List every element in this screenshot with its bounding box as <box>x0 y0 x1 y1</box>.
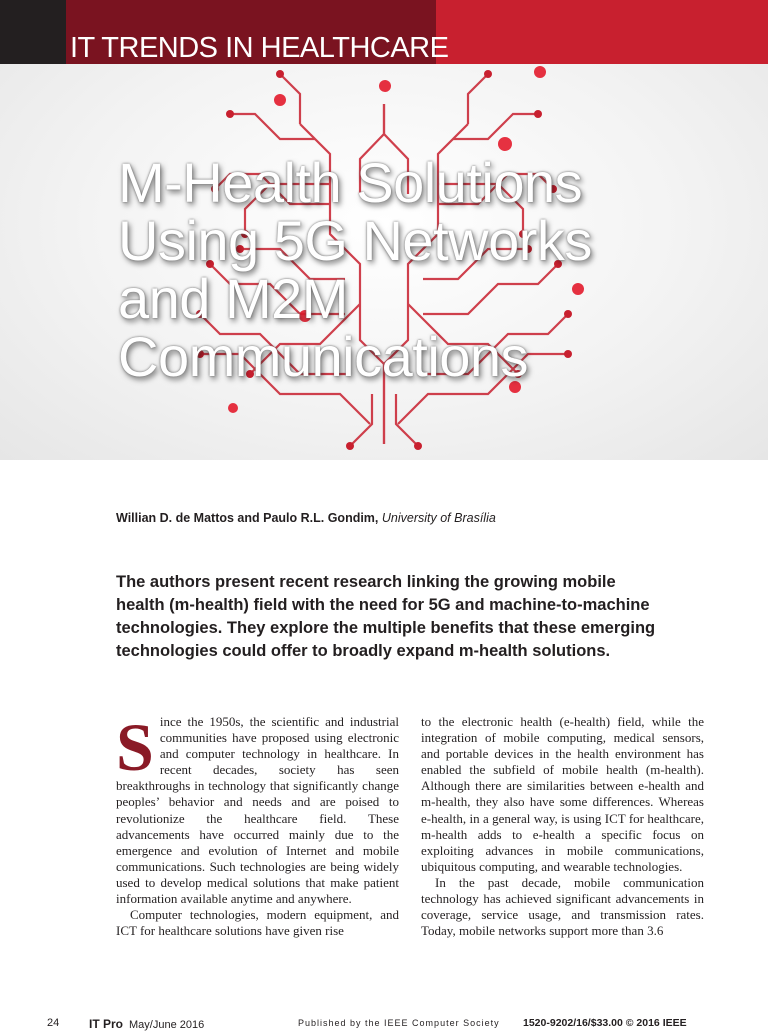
author-names: Willian D. de Mattos and Paulo R.L. Gondim, <box>116 511 379 525</box>
paragraph <box>116 709 399 907</box>
paragraph: In the past decade, mobile communication technology has achieved significant advancements in coverage, service usage, and transmission rates. Today, mobile networks support more than 3.6 <box>421 874 704 939</box>
page-number: 24 <box>47 1017 60 1029</box>
paragraph: to the electronic health (e-health) field, while the integration of mobile computing, medical sensors, and portable devices in the health environment has enabled the subfield of mobile health (m-health). Although there are similarities between e-health and m-health, they also have some differences. Whereas e-health, in a general way, is using ICT for healthcare, m-health adds to e-health a specific focus on exploiting advances in mobile communications, ubiquitous computing, and wearable technologies. <box>421 714 704 874</box>
drop-cap: S <box>116 709 154 785</box>
magazine-name: IT Pro <box>89 1017 124 1031</box>
paragraph-text: ince the 1950s, the scientific and industrial communities have proposed using electronic and computer technology in healthcare. In recent decades, society has seen breakthroughs in technology that significantly change peoples’ behavior and needs and are poised to revolutionize the healthcare field. These advancements have occurred mainly due to the emergence and evolution of Internet and mobile communications. Such technologies are being widely used to develop medical solutions that make patient information available anytime and anywhere. <box>116 714 399 907</box>
title-line: Communications <box>118 325 529 388</box>
header-bar-black <box>0 0 66 64</box>
title-line: M-Health Solutions <box>118 151 583 214</box>
title-line: Using 5G Networks <box>118 209 592 272</box>
section-label: IT TRENDS IN HEALTHCARE <box>70 32 449 64</box>
article-title <box>118 151 758 388</box>
journal-info <box>89 1017 204 1031</box>
header-bar-red <box>436 0 768 64</box>
byline <box>116 511 496 525</box>
publisher-line: Published by the IEEE Computer Society <box>298 1018 500 1028</box>
paragraph: Computer technologies, modern equipment, and ICT for healthcare solutions have given rise <box>116 907 399 939</box>
author-affiliation: University of Brasília <box>381 511 496 525</box>
hero-illustration <box>0 64 768 460</box>
body-column-right <box>421 714 704 939</box>
issue-date: May/June 2016 <box>129 1019 205 1031</box>
issn-copyright: 1520-9202/16/$33.00 © 2016 IEEE <box>523 1017 687 1029</box>
title-line: and M2M <box>118 267 348 330</box>
body-column-left <box>116 709 399 939</box>
abstract: The authors present recent research linking the growing mobile health (m-health) field with the need for 5G and machine-to-machine technologies. They explore the multiple benefits that these emerging technologies could offer to broadly expand m-health solutions. <box>116 573 656 660</box>
